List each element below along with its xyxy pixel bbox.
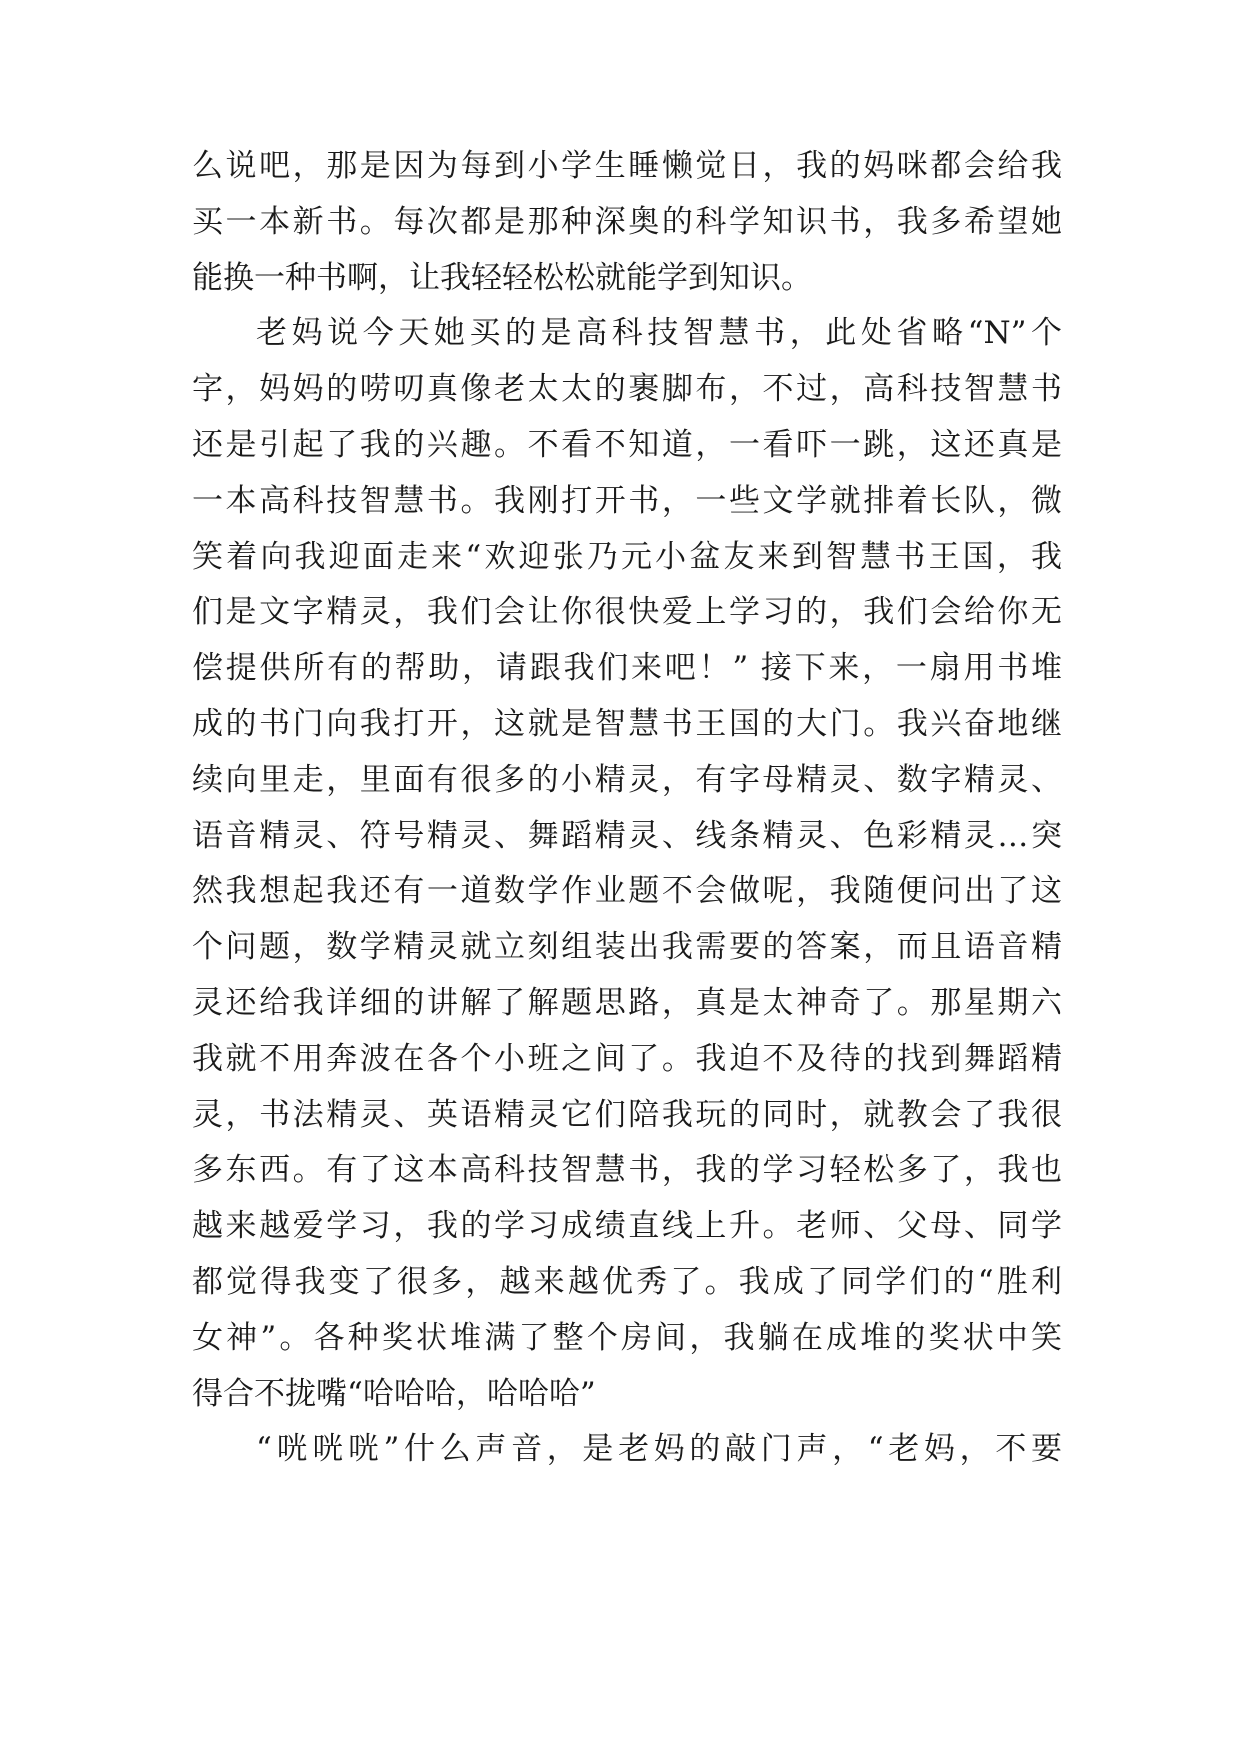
paragraph-first-line: “咣咣咣”什么声音，是老妈的敲门声，“老妈，不要 <box>256 1431 1062 1468</box>
text-line: 越来越爱学习，我的学习成绩直线上升。老师、父母、同学 <box>192 1208 1062 1245</box>
text-line: 语音精灵、符号精灵、舞蹈精灵、线条精灵、色彩精灵…突 <box>192 817 1062 854</box>
text-line: 然我想起我还有一道数学作业题不会做呢，我随便问出了这 <box>192 873 1062 910</box>
text-line: 灵还给我详细的讲解了解题思路，真是太神奇了。那星期六 <box>192 984 1062 1021</box>
text-line: 买一本新书。每次都是那种深奥的科学知识书，我多希望她 <box>192 203 1062 240</box>
text-line: 续向里走，里面有很多的小精灵，有字母精灵、数字精灵、 <box>192 761 1062 798</box>
text-line: 得合不拢嘴“哈哈哈，哈哈哈” <box>192 1375 596 1412</box>
text-line: 都觉得我变了很多，越来越优秀了。我成了同学们的“胜利 <box>192 1263 1062 1300</box>
text-line: 成的书门向我打开，这就是智慧书王国的大门。我兴奋地继 <box>192 705 1062 742</box>
text-line: 笑着向我迎面走来“欢迎张乃元小盆友来到智慧书王国，我 <box>192 538 1062 575</box>
text-line: 字，妈妈的唠叨真像老太太的裹脚布，不过，高科技智慧书 <box>192 371 1062 408</box>
text-line: 们是文字精灵，我们会让你很快爱上学习的，我们会给你无 <box>192 594 1062 631</box>
body-text <box>192 139 1062 1478</box>
text-line: 么说吧，那是因为每到小学生睡懒觉日，我的妈咪都会给我 <box>192 148 1062 184</box>
text-line: 多东西。有了这本高科技智慧书，我的学习轻松多了，我也 <box>192 1152 1062 1189</box>
text-line: 女神”。各种奖状堆满了整个房间，我躺在成堆的奖状中笑 <box>192 1319 1062 1356</box>
text-line: 我就不用奔波在各个小班之间了。我迫不及待的找到舞蹈精 <box>192 1040 1062 1077</box>
text-line: 一本高科技智慧书。我刚打开书，一些文学就排着长队，微 <box>192 482 1062 519</box>
text-line: 能换一种书啊，让我轻轻松松就能学到知识。 <box>192 259 812 296</box>
text-line: 灵，书法精灵、英语精灵它们陪我玩的同时，就教会了我很 <box>192 1096 1062 1133</box>
text-line: 个问题，数学精灵就立刻组装出我需要的答案，而且语音精 <box>192 929 1062 966</box>
text-line: 还是引起了我的兴趣。不看不知道，一看吓一跳，这还真是 <box>192 426 1062 463</box>
paragraph-first-line: 老妈说今天她买的是高科技智慧书，此处省略“N”个 <box>256 315 1062 352</box>
text-line: 偿提供所有的帮助，请跟我们来吧！” 接下来，一扇用书堆 <box>192 650 1062 687</box>
